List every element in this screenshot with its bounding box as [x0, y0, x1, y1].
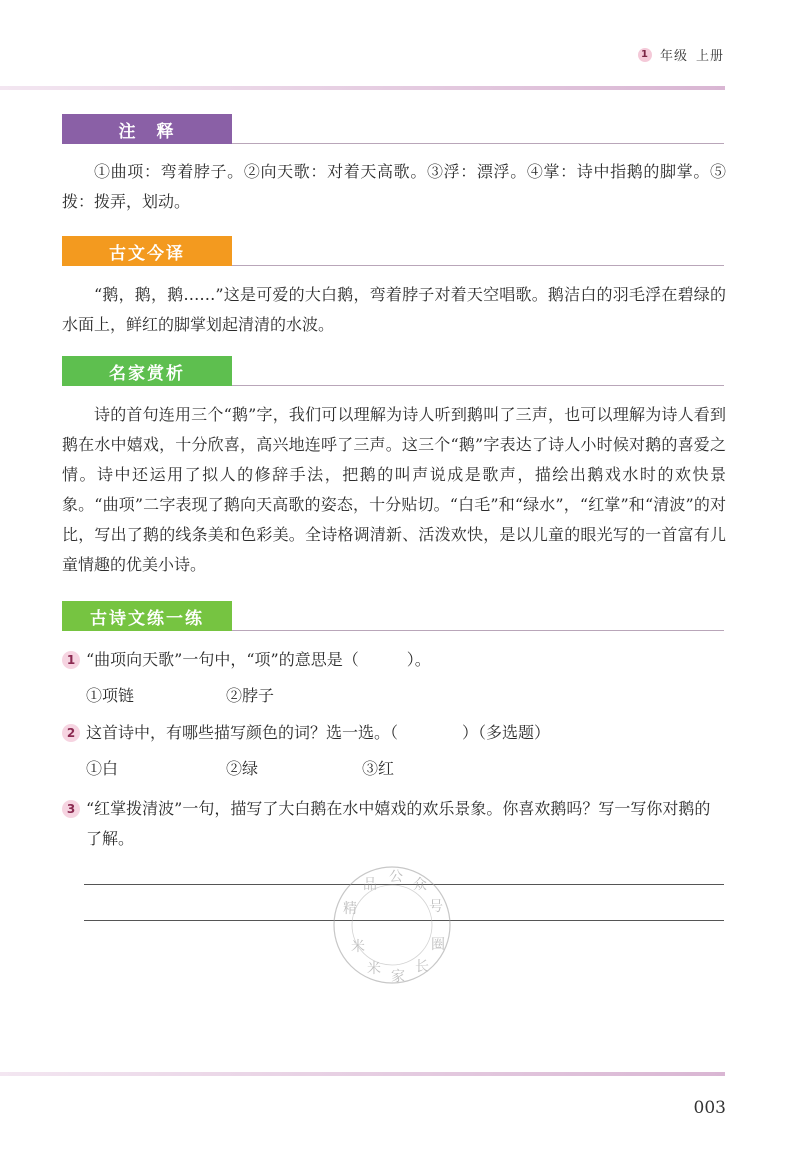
- appreciation-title: 名家赏析: [62, 356, 232, 386]
- appreciation-text: 诗的首句连用三个“鹅”字，我们可以理解为诗人听到鹅叫了三声，也可以理解为诗人看到鹅在水中嬉戏，十分欣喜，高兴地连呼了三声。这三个“鹅”字表达了诗人小时候对鹅的喜爱之情。诗中还运用了拟人的修辞手法，把鹅的叫声说成是歌声，描绘出鹅戏水时的欢快景象。“曲项”二字表现了鹅向天高歌的姿态，十分贴切。“白毛”和“绿水”，“红掌”和“清波”的对比，写出了鹅的线条美和色彩美。全诗格调清新、活泼欢快，是以儿童的眼光写的一首富有儿童情趣的优美小诗。: [62, 405, 726, 574]
- bottom-rule: [0, 1072, 725, 1076]
- option-b[interactable]: ②脖子: [226, 686, 275, 705]
- option-a[interactable]: ①项链: [86, 686, 135, 705]
- top-rule: [0, 86, 725, 90]
- question-2-options: [86, 754, 394, 784]
- translation-header: [62, 236, 724, 266]
- question-number-badge: 2: [62, 724, 80, 742]
- svg-text:精: 精: [343, 901, 357, 917]
- question-text: “红掌拨清波”一句，描写了大白鹅在水中嬉戏的欢乐景象。你喜欢鹅吗？写一写你对鹅的了解。: [86, 799, 711, 848]
- svg-text:品: 品: [363, 877, 377, 893]
- svg-text:众: 众: [413, 877, 427, 893]
- section-underline: [232, 630, 724, 631]
- option-a[interactable]: ①白: [86, 759, 119, 778]
- question-text: “曲项向天歌”一句中，“项”的意思是（ ）。: [86, 650, 431, 669]
- translation-title: 古文今译: [62, 236, 232, 266]
- svg-text:长: 长: [415, 959, 429, 975]
- notes-text: ①曲项：弯着脖子。②向天歌：对着天高歌。③浮：漂浮。④掌：诗中指鹅的脚掌。⑤拨：拨弄，划动。: [62, 162, 726, 211]
- svg-text:家: 家: [391, 969, 405, 985]
- practice-title: 古诗文练一练: [62, 601, 232, 631]
- appreciation-header: [62, 356, 724, 386]
- question-2: [62, 718, 726, 748]
- question-1: [62, 645, 726, 675]
- question-text: 这首诗中，有哪些描写颜色的词？选一选。（ ）（多选题）: [86, 723, 551, 742]
- question-3: [62, 794, 726, 854]
- notes-title: 注 释: [62, 114, 232, 144]
- section-underline: [232, 265, 724, 266]
- svg-text:圈: 圈: [431, 937, 445, 953]
- notes-header: [62, 114, 724, 144]
- translation-text: “鹅，鹅，鹅……”这是可爱的大白鹅，弯着脖子对着天空唱歌。鹅洁白的羽毛浮在碧绿的水面上，鲜红的脚掌划起清清的水波。: [62, 285, 726, 334]
- svg-text:公: 公: [389, 869, 403, 885]
- svg-text:米: 米: [367, 961, 381, 977]
- option-b[interactable]: ②绿: [226, 759, 259, 778]
- grade-label: 年级: [659, 49, 688, 64]
- svg-text:号: 号: [429, 899, 443, 915]
- section-underline: [232, 385, 724, 386]
- svg-text:米: 米: [351, 939, 365, 955]
- question-number-badge: 1: [62, 651, 80, 669]
- practice-header: [62, 601, 724, 631]
- option-c[interactable]: ③红: [362, 759, 395, 778]
- question-number-badge: 3: [62, 800, 80, 818]
- grade-number-badge: 1: [638, 48, 652, 62]
- watermark-glyphs: [343, 869, 445, 985]
- running-head: [638, 45, 724, 64]
- section-underline: [232, 143, 724, 144]
- watermark-stamp: [322, 855, 462, 995]
- page-number: 003: [693, 1098, 726, 1118]
- question-1-options: [86, 681, 274, 711]
- volume-label: 上册: [695, 49, 724, 64]
